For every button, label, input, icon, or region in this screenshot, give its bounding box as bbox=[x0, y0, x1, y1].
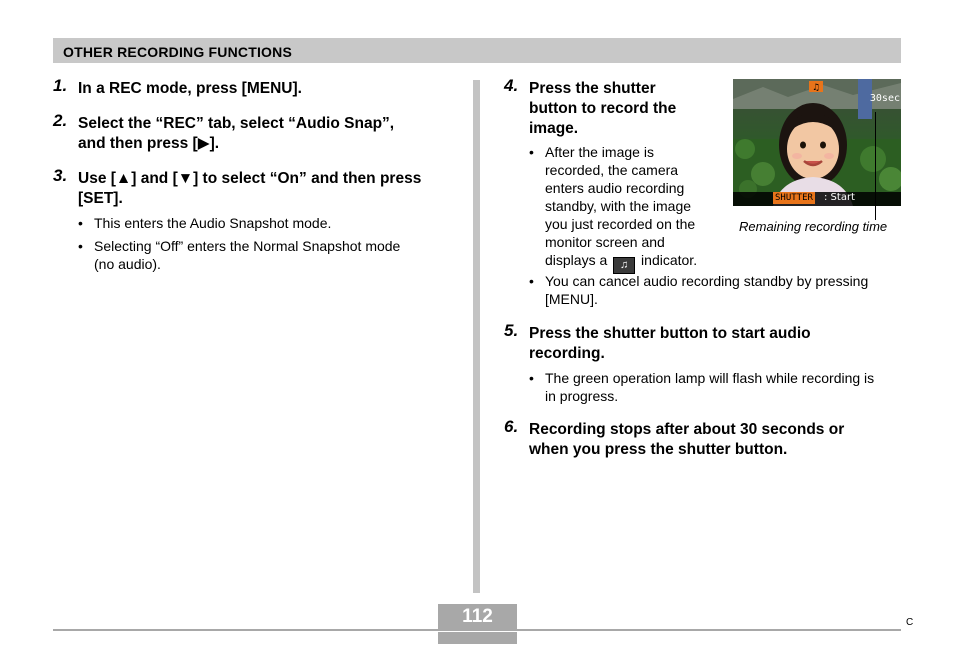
bullet-icon: • bbox=[529, 273, 534, 289]
step-line: Press the shutter button to start audio bbox=[529, 325, 811, 342]
step-number: 5. bbox=[504, 321, 519, 340]
bullet-line: You can cancel audio recording standby by pressing bbox=[545, 273, 869, 289]
bullet-line: monitor screen and bbox=[545, 234, 665, 250]
step-line: Select the “REC” tab, select “Audio Snap”, bbox=[78, 115, 395, 132]
section-header-bar bbox=[53, 38, 901, 63]
bullet-item bbox=[529, 272, 868, 308]
step-text bbox=[78, 169, 421, 209]
start-label: : Start bbox=[824, 192, 855, 203]
svg-text:♫: ♫ bbox=[811, 83, 821, 93]
bullet-item bbox=[78, 214, 331, 232]
step-number: 6. bbox=[504, 417, 519, 436]
bullet-icon: • bbox=[529, 370, 534, 386]
bullet-item bbox=[78, 237, 400, 273]
step-text bbox=[529, 420, 844, 460]
bullet-icon: • bbox=[78, 238, 83, 254]
bullet-line: (no audio). bbox=[94, 256, 161, 272]
step-line: image. bbox=[529, 120, 579, 137]
bullet-text bbox=[545, 369, 874, 405]
shutter-label: SHUTTER bbox=[775, 193, 813, 203]
step-line: Press the shutter bbox=[529, 80, 656, 97]
bullet-line: After the image is bbox=[545, 144, 654, 160]
section-title: OTHER RECORDING FUNCTIONS bbox=[63, 44, 292, 60]
bullet-text bbox=[94, 214, 331, 232]
step-number: 3. bbox=[53, 166, 68, 185]
bullet-icon: • bbox=[78, 215, 83, 231]
photo-caption: Remaining recording time bbox=[739, 219, 888, 234]
step-number: 1. bbox=[53, 76, 68, 95]
step-line: [SET]. bbox=[78, 190, 123, 207]
bullet-line-text: indicator. bbox=[641, 252, 698, 268]
step-line: and then press [▶]. bbox=[78, 135, 220, 152]
bullet-text bbox=[545, 272, 868, 308]
step-5 bbox=[504, 321, 811, 364]
step-text bbox=[78, 114, 394, 154]
step-line: button to record the bbox=[529, 100, 677, 117]
bullet-line: The green operation lamp will flash while recording is bbox=[545, 370, 875, 386]
step-line: Use [▲] and [▼] to select “On” and then press bbox=[78, 170, 422, 187]
bullet-icon: • bbox=[529, 144, 534, 160]
bullet-line: [MENU]. bbox=[545, 291, 598, 307]
bullet-line-text: displays a bbox=[545, 252, 608, 268]
step-text bbox=[78, 79, 302, 99]
step-number: 4. bbox=[504, 76, 519, 95]
step-number: 2. bbox=[53, 111, 68, 130]
bullet-line: This enters the Audio Snapshot mode. bbox=[94, 215, 332, 231]
bullet-text bbox=[545, 143, 697, 274]
column-divider bbox=[473, 80, 480, 593]
bullet-line bbox=[545, 251, 697, 274]
footer-letter: C bbox=[906, 617, 914, 628]
callout-line bbox=[875, 112, 876, 220]
step-1 bbox=[53, 76, 302, 99]
recording-timer: 30sec bbox=[869, 93, 900, 104]
step-line: Recording stops after about 30 seconds or bbox=[529, 421, 845, 438]
bullet-text bbox=[94, 237, 400, 273]
step-6 bbox=[504, 417, 845, 460]
step-text bbox=[529, 324, 811, 364]
bullet-item bbox=[529, 143, 697, 274]
page-number: 112 bbox=[438, 604, 517, 630]
bullet-item bbox=[529, 369, 874, 405]
bullet-line: enters audio recording bbox=[545, 180, 685, 196]
step-line: when you press the shutter button. bbox=[529, 441, 788, 458]
page-number-tab bbox=[438, 632, 517, 644]
bullet-line: recorded, the camera bbox=[545, 162, 679, 178]
step-text bbox=[529, 79, 676, 139]
bullet-line: in progress. bbox=[545, 388, 619, 404]
step-line: In a REC mode, press [MENU]. bbox=[78, 80, 302, 97]
step-4 bbox=[504, 76, 677, 139]
step-3 bbox=[53, 166, 422, 209]
audio-snap-icon: ♫ bbox=[613, 257, 635, 274]
step-line: recording. bbox=[529, 345, 605, 362]
bullet-line: standby, with the image bbox=[545, 198, 692, 214]
step-2 bbox=[53, 111, 395, 154]
bullet-line: Selecting “Off” enters the Normal Snapshot mode bbox=[94, 238, 401, 254]
bullet-line: you just recorded on the bbox=[545, 216, 696, 232]
